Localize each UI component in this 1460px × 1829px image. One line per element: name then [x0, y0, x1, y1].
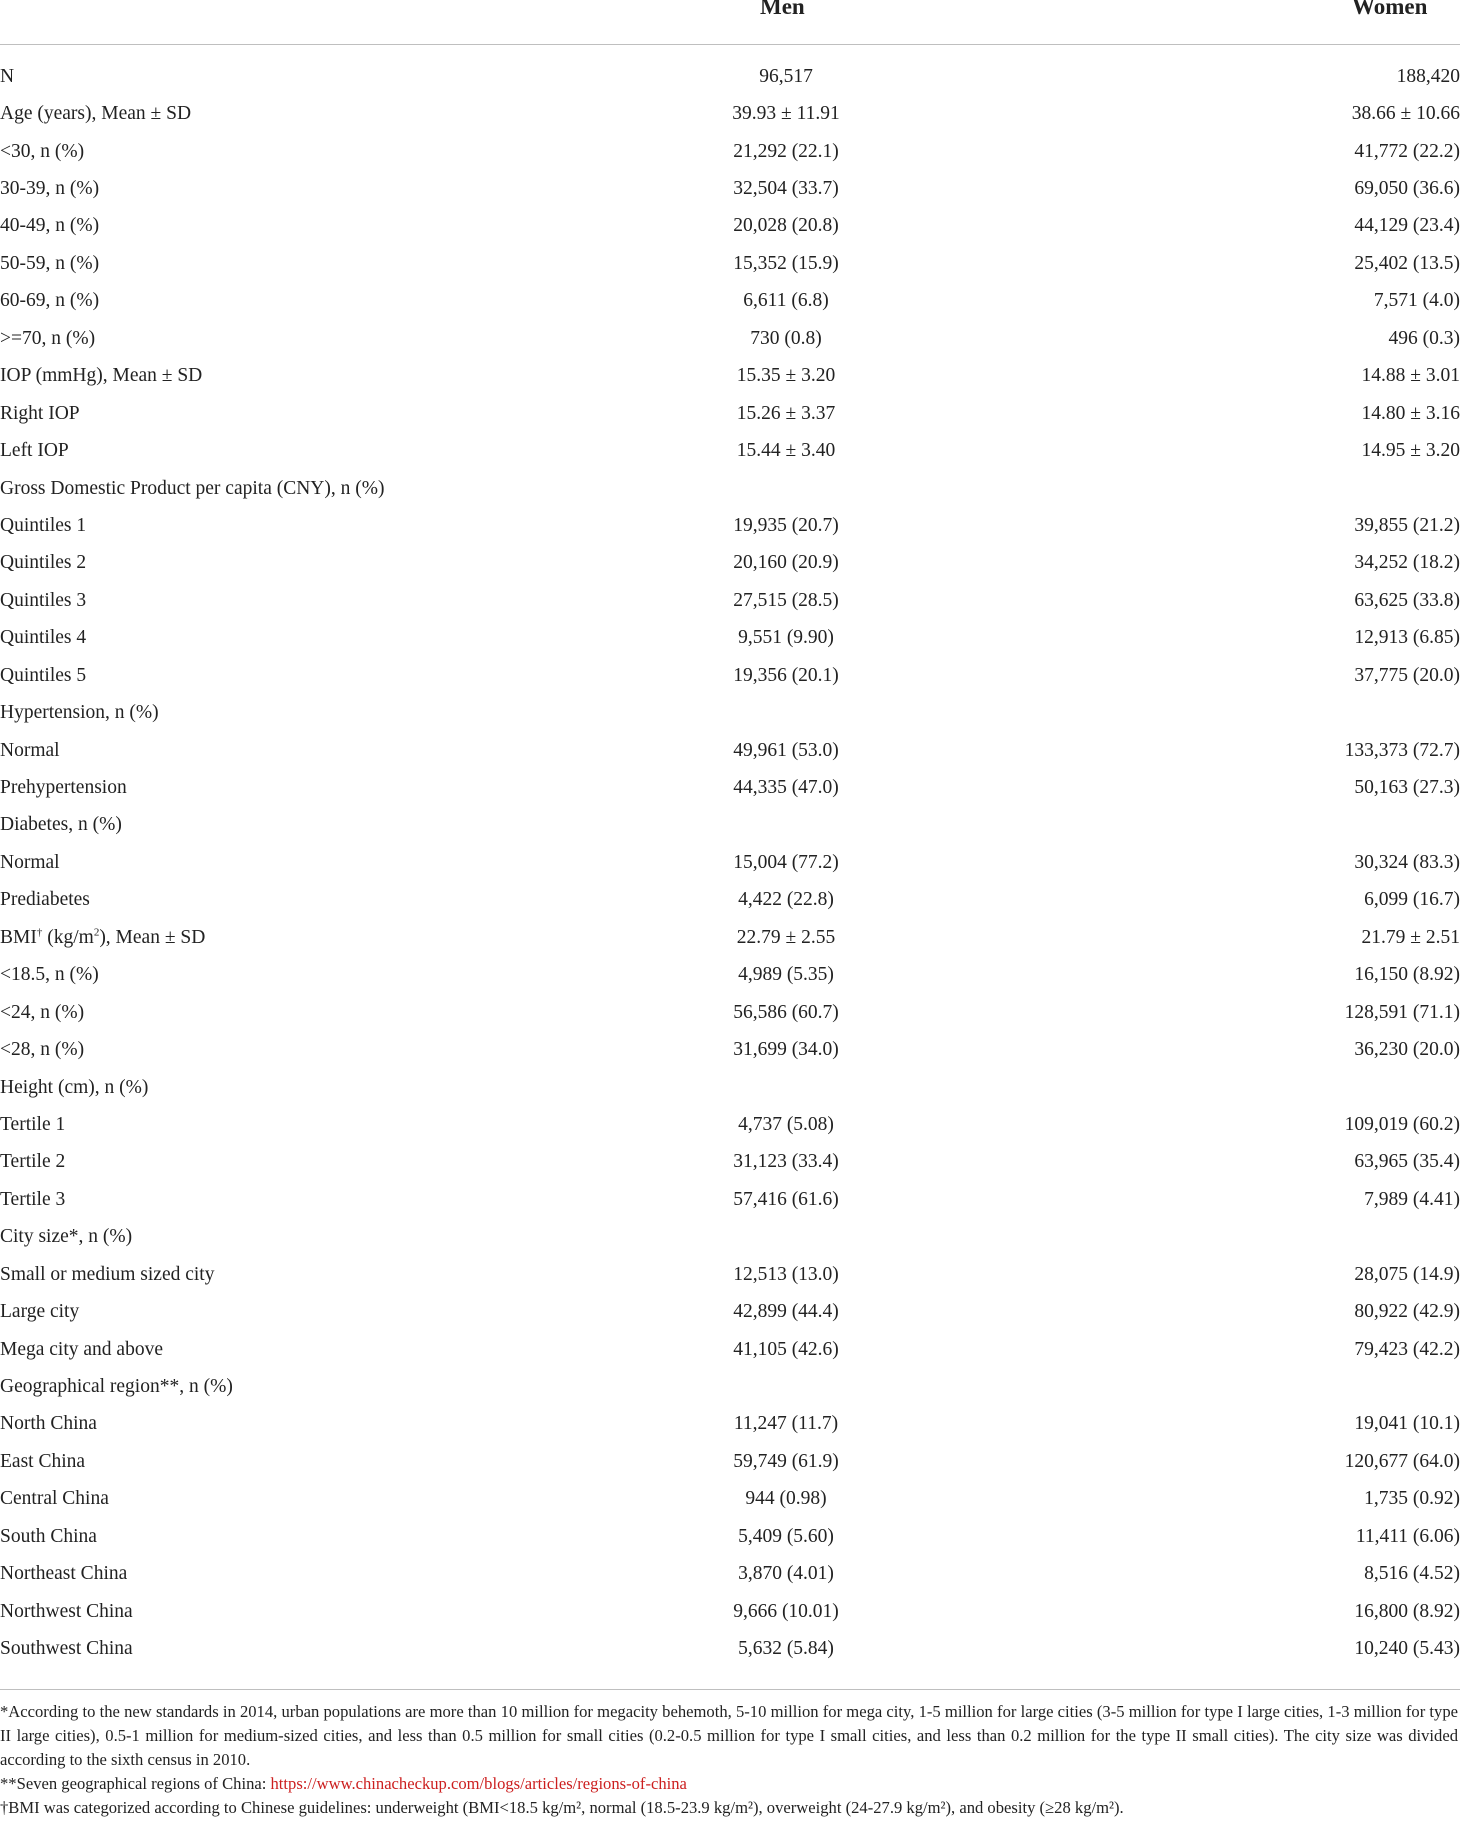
women-value [972, 1069, 1460, 1106]
women-value [972, 470, 1460, 507]
row-label: <30, n (%) [0, 140, 85, 162]
row-label: Hypertension, n (%) [0, 702, 159, 724]
table-row [0, 283, 1460, 320]
men-value: 20,160 (20.9) [733, 552, 839, 574]
row-label: <24, n (%) [0, 1001, 85, 1023]
table-row [0, 1518, 1460, 1555]
men-value: 5,632 (5.84) [738, 1638, 834, 1660]
table-row [0, 133, 1460, 170]
table-row [0, 1293, 1460, 1330]
regions-link[interactable]: https://www.chinacheckup.com/blogs/articles/regions-of-china [270, 1774, 687, 1793]
women-value: 44,129 (23.4) [1354, 215, 1460, 237]
women-value: 21.79 ± 2.51 [1361, 926, 1460, 948]
table-row [0, 1443, 1460, 1480]
row-label: Left IOP [0, 440, 69, 462]
men-value: 56,586 (60.7) [733, 1001, 839, 1023]
row-label: Quintiles 2 [0, 552, 87, 574]
row-label: Mega city and above [0, 1338, 163, 1360]
table-row [0, 1144, 1460, 1181]
men-value: 5,409 (5.60) [738, 1525, 834, 1547]
row-label: 30-39, n (%) [0, 178, 100, 200]
men-value: 19,935 (20.7) [733, 514, 839, 536]
men-value: 6,611 (6.8) [743, 290, 829, 312]
column-header-women: Women [1352, 0, 1428, 19]
table-row [0, 807, 1460, 844]
men-value [600, 1219, 972, 1256]
row-label: East China [0, 1450, 86, 1472]
row-label: 60-69, n (%) [0, 290, 100, 312]
men-value: 9,666 (10.01) [733, 1600, 839, 1622]
men-value: 42,899 (44.4) [733, 1301, 839, 1323]
men-value: 15.35 ± 3.20 [736, 365, 836, 387]
men-value: 11,247 (11.7) [733, 1413, 839, 1435]
women-value: 8,516 (4.52) [1364, 1563, 1460, 1585]
row-label: Normal [0, 851, 60, 873]
men-value [600, 1069, 972, 1106]
women-value: 36,230 (20.0) [1354, 1039, 1460, 1061]
women-value: 14.95 ± 3.20 [1361, 440, 1460, 462]
table-row [0, 395, 1460, 432]
table-body [0, 58, 1460, 1668]
men-value: 15,352 (15.9) [733, 252, 839, 274]
women-value: 120,677 (64.0) [1344, 1450, 1460, 1472]
table-row [0, 1219, 1460, 1256]
men-value: 57,416 (61.6) [733, 1188, 839, 1210]
men-value: 27,515 (28.5) [733, 589, 839, 611]
table-row [0, 1181, 1460, 1218]
table-row [0, 245, 1460, 282]
women-value: 7,989 (4.41) [1364, 1188, 1460, 1210]
women-value: 109,019 (60.2) [1344, 1113, 1460, 1135]
women-value: 1,735 (0.92) [1364, 1488, 1460, 1510]
table-row [0, 1031, 1460, 1068]
row-label: Southwest China [0, 1638, 133, 1660]
women-value: 79,423 (42.2) [1354, 1338, 1460, 1360]
women-value [972, 807, 1460, 844]
men-value [600, 1368, 972, 1405]
row-label: BMI† $(kg/m^2)$, Mean ± SD [0, 926, 206, 948]
women-value: 6,099 (16.7) [1364, 889, 1460, 911]
women-value [972, 694, 1460, 731]
women-value: 11,411 (6.06) [1355, 1525, 1460, 1547]
row-label: <18.5, n (%) [0, 964, 99, 986]
men-value: 41,105 (42.6) [733, 1338, 839, 1360]
women-value: 188,420 [1396, 65, 1460, 87]
table-row [0, 844, 1460, 881]
table-row [0, 320, 1460, 357]
table-footnotes [0, 1700, 1458, 1820]
table-row [0, 919, 1460, 956]
row-label: Large city [0, 1301, 80, 1323]
table-header [0, 0, 1460, 44]
table-row [0, 507, 1460, 544]
table-row [0, 1630, 1460, 1667]
men-value: 59,749 (61.9) [733, 1450, 839, 1472]
footnote-regions-text: **Seven geographical regions of China: [0, 1774, 271, 1793]
women-value: 30,324 (83.3) [1354, 851, 1460, 873]
women-value: 69,050 (36.6) [1354, 178, 1460, 200]
row-label: South China [0, 1525, 97, 1547]
row-label: N [0, 65, 15, 87]
men-value: 4,422 (22.8) [738, 889, 834, 911]
row-label: Northwest China [0, 1600, 133, 1622]
men-value: 15,004 (77.2) [733, 851, 839, 873]
row-label: Prehypertension [0, 777, 127, 799]
table-row [0, 1406, 1460, 1443]
table-row [0, 957, 1460, 994]
row-label: Gross Domestic Product per capita (CNY), n (%) [0, 477, 385, 499]
row-label: North China [0, 1413, 97, 1435]
women-value: 16,150 (8.92) [1354, 964, 1460, 986]
table-row [0, 657, 1460, 694]
women-value: 16,800 (8.92) [1354, 1600, 1460, 1622]
men-value: 730 (0.8) [750, 327, 822, 349]
women-value: 12,913 (6.85) [1354, 627, 1460, 649]
women-value: 10,240 (5.43) [1354, 1638, 1460, 1660]
men-value: 44,335 (47.0) [733, 777, 839, 799]
table-row [0, 1593, 1460, 1630]
table-row [0, 470, 1460, 507]
table-row [0, 1368, 1460, 1405]
men-value: 9,551 (9.90) [738, 627, 834, 649]
table-row [0, 1331, 1460, 1368]
table-row [0, 1069, 1460, 1106]
women-value: 19,041 (10.1) [1354, 1413, 1460, 1435]
row-label: Tertile 1 [0, 1113, 66, 1135]
row-label: Diabetes, n (%) [0, 814, 122, 836]
row-label: Right IOP [0, 402, 80, 424]
row-label: Normal [0, 739, 60, 761]
men-value [600, 807, 972, 844]
women-value: 496 (0.3) [1388, 327, 1460, 349]
men-value: 31,699 (34.0) [733, 1039, 839, 1061]
table-row [0, 58, 1460, 95]
men-value: 15.26 ± 3.37 [736, 402, 836, 424]
women-value: 133,373 (72.7) [1344, 739, 1460, 761]
row-label: Quintiles 5 [0, 664, 87, 686]
table-row [0, 769, 1460, 806]
table-row [0, 432, 1460, 469]
women-value: 7,571 (4.0) [1373, 290, 1460, 312]
men-value: 4,989 (5.35) [738, 964, 834, 986]
men-value: 15.44 ± 3.40 [736, 440, 836, 462]
men-value: 39.93 ± 11.91 [732, 103, 840, 125]
footnote-city-size: *According to the new standards in 2014, urban populations are more than 10 million for megacity behemoth, 5-10 million for mega city, 1-5 million for large cities (3-5 million for type I large cities, 1-3 million for type II large cities), 0.5-1 million for medium-sized cities, and less than 0.5 million for small cities (0.2-0.5 million for type I small cities, and less than 0.2 million for the type II small cities). The city size was divided according to the sixth census in 2010. [0, 1702, 1458, 1769]
table-row [0, 882, 1460, 919]
footnote-bmi: †BMI was categorized according to Chinese guidelines: underweight (BMI<18.5 kg/m², normal (18.5-23.9 kg/m²), overweight (24-27.9 kg/m²), and obesity (≥28 kg/m²). [0, 1798, 1124, 1817]
table-row [0, 582, 1460, 619]
row-label: Quintiles 4 [0, 627, 87, 649]
footer-divider [0, 1689, 1460, 1690]
table-row [0, 170, 1460, 207]
table-row [0, 1106, 1460, 1143]
women-value: 63,625 (33.8) [1354, 589, 1460, 611]
table-row [0, 1481, 1460, 1518]
men-value: 19,356 (20.1) [733, 664, 839, 686]
men-value [600, 694, 972, 731]
women-value: 39,855 (21.2) [1354, 514, 1460, 536]
table-row [0, 994, 1460, 1031]
characteristics-table [0, 58, 1460, 1668]
women-value [972, 1368, 1460, 1405]
table-row [0, 620, 1460, 657]
women-value: 28,075 (14.9) [1354, 1263, 1460, 1285]
row-label: >=70, n (%) [0, 327, 96, 349]
table-row [0, 358, 1460, 395]
men-value: 3,870 (4.01) [738, 1563, 834, 1585]
table-row [0, 95, 1460, 132]
row-label: Quintiles 3 [0, 589, 87, 611]
women-value: 63,965 (35.4) [1354, 1151, 1460, 1173]
table-row [0, 732, 1460, 769]
row-label: Central China [0, 1488, 109, 1510]
table-row [0, 1556, 1460, 1593]
header-divider [0, 44, 1460, 45]
men-value: 22.79 ± 2.55 [736, 926, 836, 948]
men-value: 20,028 (20.8) [733, 215, 839, 237]
row-label: Tertile 3 [0, 1188, 66, 1210]
row-label: Height (cm), n (%) [0, 1076, 149, 1098]
table-row [0, 208, 1460, 245]
row-label: Geographical region**, n (%) [0, 1376, 233, 1398]
row-label: 50-59, n (%) [0, 252, 100, 274]
column-header-men: Men [760, 0, 805, 19]
footnote-regions [0, 1772, 1458, 1796]
women-value: 50,163 (27.3) [1354, 777, 1460, 799]
men-value: 96,517 [759, 65, 813, 87]
men-value: 49,961 (53.0) [733, 739, 839, 761]
men-value: 12,513 (13.0) [733, 1263, 839, 1285]
women-value: 34,252 (18.2) [1354, 552, 1460, 574]
men-value [600, 470, 972, 507]
men-value: 31,123 (33.4) [733, 1151, 839, 1173]
women-value: 37,775 (20.0) [1354, 664, 1460, 686]
men-value: 21,292 (22.1) [733, 140, 839, 162]
men-value: 4,737 (5.08) [738, 1113, 834, 1135]
table-row [0, 694, 1460, 731]
women-value: 14.88 ± 3.01 [1361, 365, 1460, 387]
row-label: Age (years), Mean ± SD [0, 103, 192, 125]
row-label: 40-49, n (%) [0, 215, 100, 237]
women-value: 38.66 ± 10.66 [1351, 103, 1460, 125]
row-label: IOP (mmHg), Mean ± SD [0, 365, 203, 387]
table-row [0, 1256, 1460, 1293]
table-row [0, 545, 1460, 582]
men-value: 944 (0.98) [745, 1488, 827, 1510]
row-label: City size*, n (%) [0, 1226, 133, 1248]
men-value: 32,504 (33.7) [733, 178, 839, 200]
women-value [972, 1219, 1460, 1256]
women-value: 14.80 ± 3.16 [1361, 402, 1460, 424]
women-value: 41,772 (22.2) [1354, 140, 1460, 162]
row-label: <28, n (%) [0, 1039, 85, 1061]
women-value: 25,402 (13.5) [1354, 252, 1460, 274]
women-value: 80,922 (42.9) [1354, 1301, 1460, 1323]
row-label: Quintiles 1 [0, 514, 87, 536]
row-label: Northeast China [0, 1563, 128, 1585]
row-label: Small or medium sized city [0, 1263, 215, 1285]
row-label: Prediabetes [0, 889, 90, 911]
women-value: 128,591 (71.1) [1344, 1001, 1460, 1023]
row-label: Tertile 2 [0, 1151, 66, 1173]
